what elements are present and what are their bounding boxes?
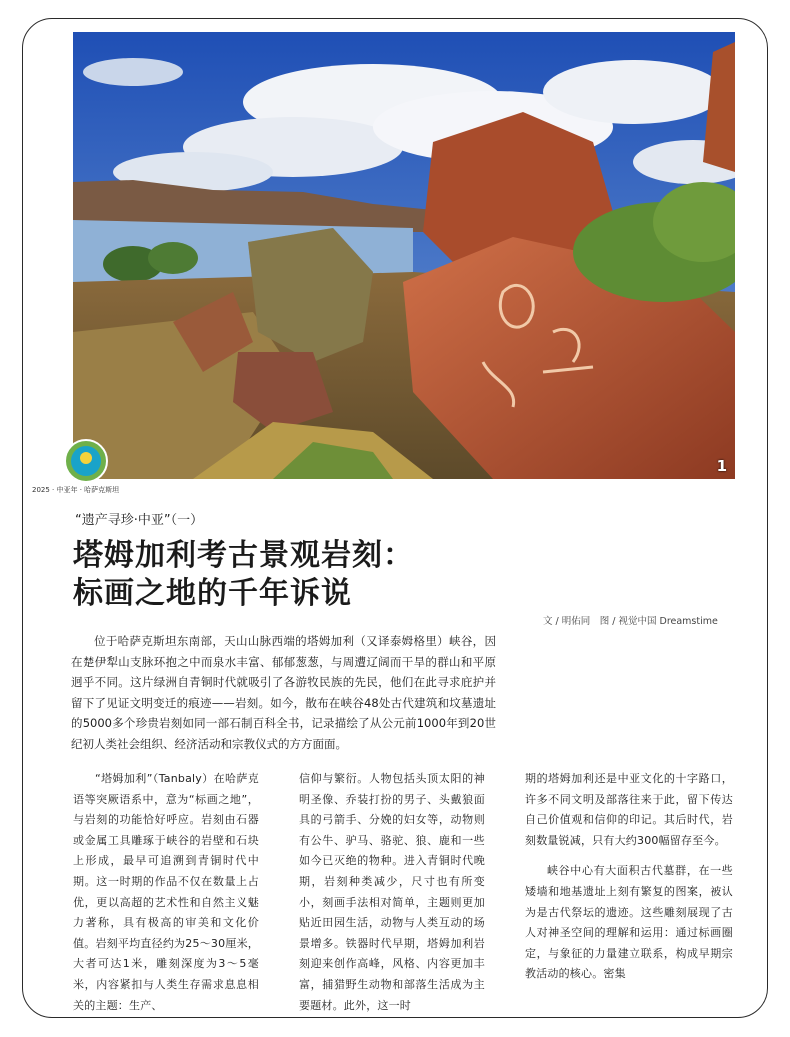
title-line-2: 标画之地的千年诉说: [73, 576, 352, 611]
page-number: 1: [716, 457, 727, 475]
body-column-1: “塔姆加利”（Tanbaly）在哈萨克语等突厥语系中，意为“标画之地”，与岩刻的功能恰好呼应。岩刻由石器或金属工具雕琢于峡谷的岩壁和石块上形成，最早可追溯到青铜时代中期。这一时期的作品不仅在数量上占优，更以高超的艺术性和自然主义魅力著称，具有极高的审美和文化价值。岩刻平均直径约为25～30厘米，大者可达1米，雕刻深度为3～5毫米，内容紧扣与人类生存需求息息相关的主题：生产、: [73, 772, 259, 1012]
title-line-1: 塔姆加利考古景观岩刻：: [73, 538, 414, 573]
article-title: [73, 537, 414, 613]
kazakhstan-emblem-icon: [64, 439, 108, 483]
column-3-paragraph-1: 期的塔姆加利还是中亚文化的十字路口，许多不同文明及部落往来于此，留下传达自己价值观和信仰的印记。其后时代，岩刻数量锐减，只有大约300幅留存至今。: [525, 772, 733, 847]
series-tag: 2025 · 中亚年 · 哈萨克斯坦: [32, 486, 120, 494]
rock-carvings-landscape-image: [73, 32, 735, 479]
byline: 文 / 明佑同 图 / 视觉中国 Dreamstime: [543, 616, 718, 627]
magazine-page: [22, 18, 768, 1018]
column-3-paragraph-2: 峡谷中心有大面积古代墓群，在一些矮墙和地基遗址上刻有繁复的图案，被认为是古代祭坛的遗迹。这些雕刻展现了古人对神圣空间的理解和运用：通过标画圈定，与象征的力量建立联系，构成早期宗教活动的核心。密集: [525, 864, 733, 981]
landscape-photo: [73, 32, 735, 479]
body-column-2: 信仰与繁衍。人物包括头顶太阳的神明圣像、乔装打扮的男子、头戴狼面具的弓箭手、分娩的妇女等，动物则有公牛、驴马、骆驼、狼、鹿和一些如今已灭绝的物种。进入青铜时代晚期，岩刻种类减少，尺寸也有所变小，刻画手法相对简单，主题则更加贴近田园生活，动物与人类互动的场景增多。铁器时代早期，塔姆加利岩刻迎来创作高峰，风格、内容更加丰富，捕猎野生动物和部落生活成为主要题材。此外，这一时: [299, 772, 485, 1012]
intro-paragraph: 位于哈萨克斯坦东南部，天山山脉西端的塔姆加利（又译泰姆格里）峡谷，因在楚伊犁山支脉环抱之中而泉水丰富、郁郁葱葱，与周遭辽阔而干旱的群山和平原迥乎不同。这片绿洲自青铜时代就吸引了各游牧民族的先民，他们在此寻求庇护并留下了见证文明变迁的痕迹——岩刻。如今，散布在峡谷48处古代建筑和坟墓遗址的5000多个珍贵岩刻如同一部石制百科全书，记录描绘了从公元前1000年到20世纪初人类社会组织、经济活动和宗教仪式的方方面面。: [71, 634, 496, 751]
column-kicker: “遗产寻珍·中亚”（一）: [75, 513, 204, 528]
body-column-3: [525, 769, 733, 985]
